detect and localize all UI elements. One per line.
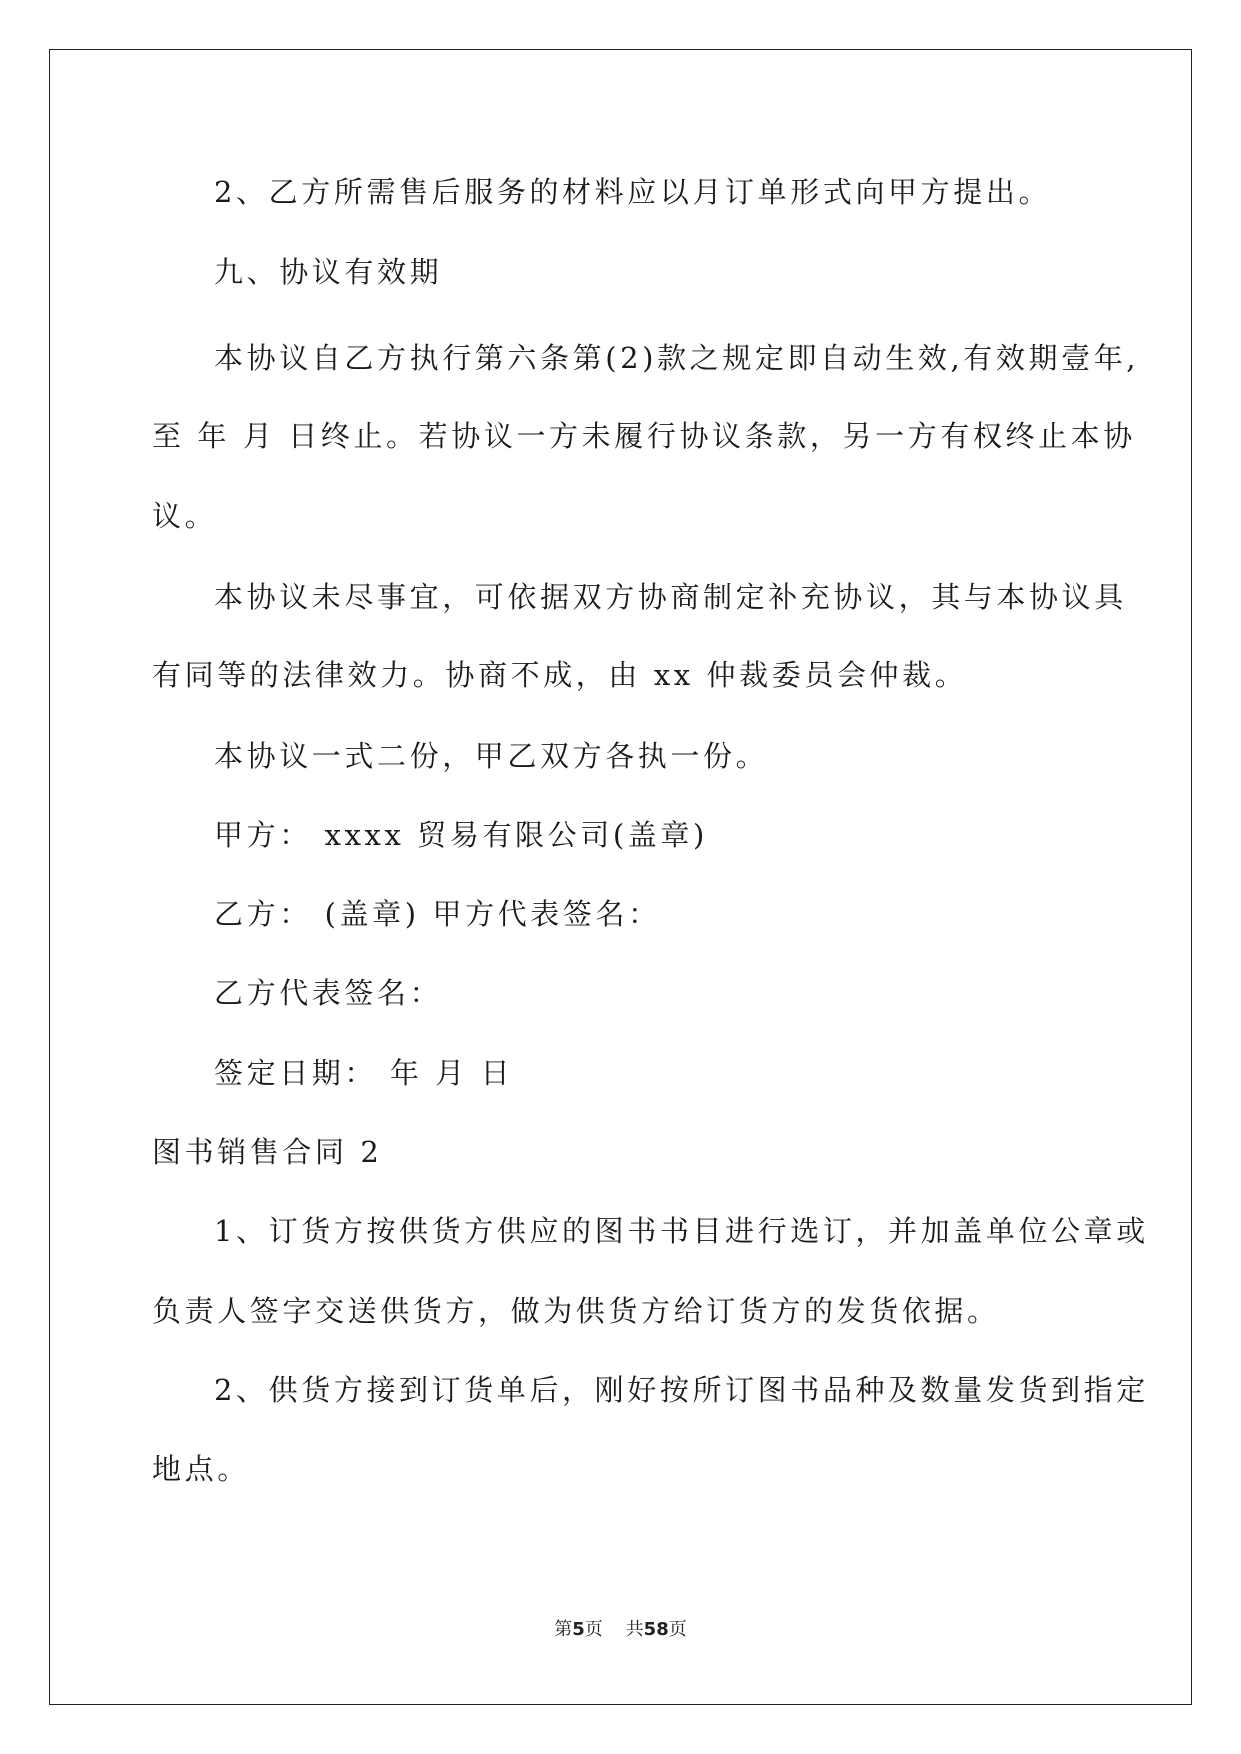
section-heading: 九、协议有效期 <box>214 255 443 289</box>
footer-suffix: 页 <box>668 1619 687 1640</box>
footer-prefix: 第 <box>554 1619 573 1640</box>
party-b-line: 乙方： (盖章) 甲方代表签名： <box>214 897 661 931</box>
contract-title: 图书销售合同 2 <box>152 1135 383 1169</box>
page-footer <box>0 1618 1241 1642</box>
footer-middle: 页 共 <box>584 1619 644 1640</box>
paragraph-line: 有同等的法律效力。协商不成，由 xx 仲裁委员会仲裁。 <box>152 658 968 692</box>
paragraph-line: 负责人签字交送供货方，做为供货方给订货方的发货依据。 <box>152 1294 1000 1328</box>
paragraph-line: 本协议自乙方执行第六条第(2)款之规定即自动生效,有效期壹年, <box>214 341 1140 375</box>
paragraph-line: 1、订货方按供货方供应的图书书目进行选订，并加盖单位公章或 <box>214 1214 1149 1248</box>
paragraph-line: 议。 <box>152 499 218 533</box>
party-b-signature-line: 乙方代表签名： <box>214 976 443 1010</box>
paragraph-line: 地点。 <box>152 1452 250 1486</box>
paragraph-line: 2、供货方接到订货单后，刚好按所订图书品种及数量发货到指定 <box>214 1373 1149 1407</box>
paragraph-line: 2、乙方所需售后服务的材料应以月订单形式向甲方提出。 <box>214 175 1052 209</box>
total-page-count: 58 <box>643 1619 669 1640</box>
current-page-number: 5 <box>572 1619 585 1640</box>
paragraph-line: 本协议未尽事宜，可依据双方协商制定补充协议，其与本协议具 <box>214 580 1127 614</box>
party-a-line: 甲方： xxxx 贸易有限公司(盖章) <box>214 818 708 852</box>
signing-date-line: 签定日期： 年 月 日 <box>214 1056 514 1090</box>
paragraph-line: 至 年 月 日终止。若协议一方未履行协议条款，另一方有权终止本协 <box>152 419 1136 453</box>
paragraph-line: 本协议一式二份，甲乙双方各执一份。 <box>214 739 769 773</box>
